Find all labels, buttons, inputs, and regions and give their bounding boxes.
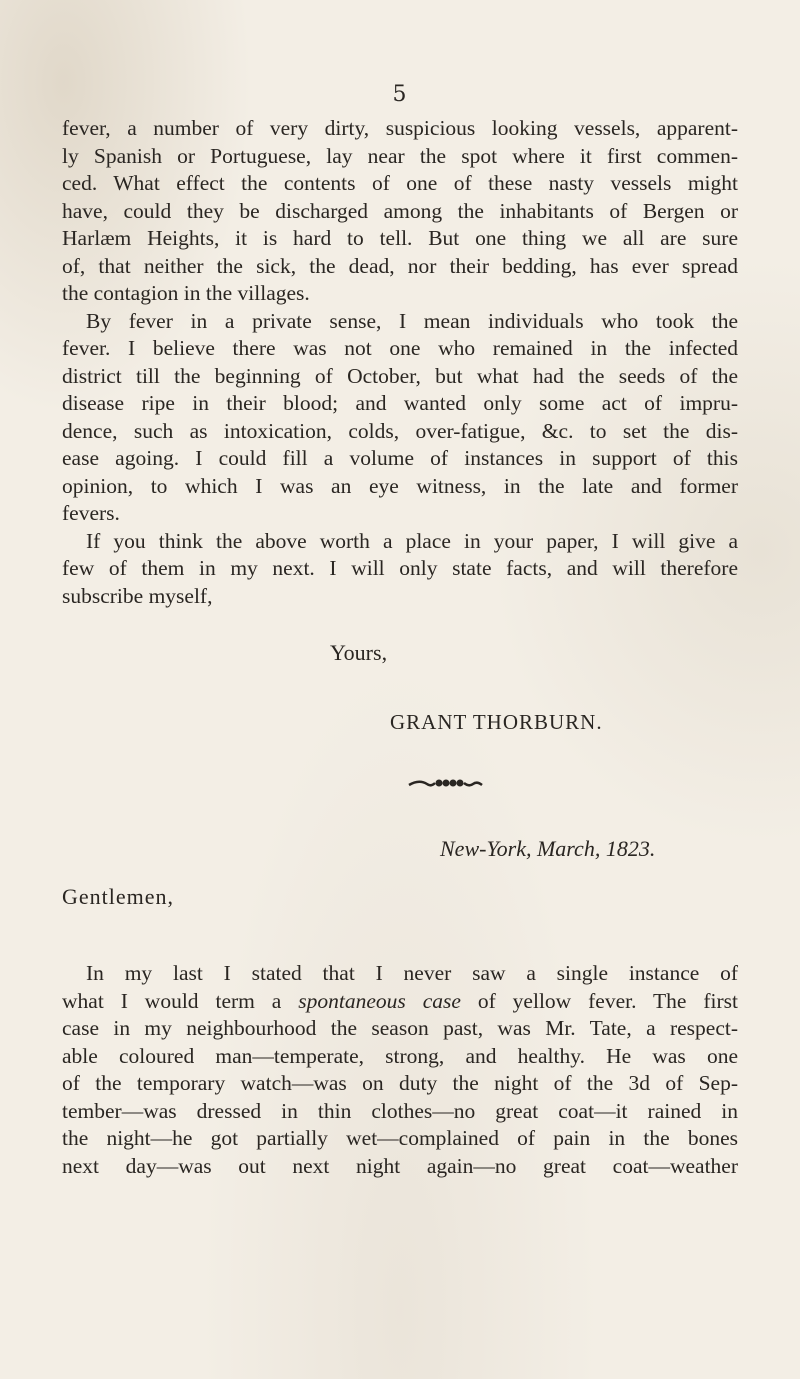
ornament-divider-icon [405,770,485,798]
text-line: Harlæm Heights, it is hard to tell. But one thing we all are sure [62,226,738,250]
text-segment: of yellow fever. The first [460,988,738,1013]
page-number: 5 [392,82,408,107]
text-line: subscribe myself, [62,583,213,608]
text-line: fever. I believe there was not one who remained in the infected [62,336,738,360]
text-line: have, could they be discharged among the inhabitants of Bergen or [62,198,738,223]
text-line: of the temporary watch—was on duty the night of the 3d of Sep- [62,1071,738,1095]
text-line: disease ripe in their blood; and wanted only some act of impru- [62,391,738,415]
paragraph-1 [62,115,738,308]
text-line: In my last I stated that I never saw a single instance of [86,961,738,985]
emphasis-text: spontaneous case [298,988,461,1013]
text-line: district till the beginning of October, but what had the seeds of the [62,363,738,388]
body-text-bottom [62,960,738,1180]
dateline: New-York, March, 1823. [440,836,656,861]
text-line: tember—was dressed in thin clothes—no great coat—it rained in [62,1098,738,1123]
text-line: ease agoing. I could fill a volume of instances in support of this [62,446,738,470]
text-line: able coloured man—temperate, strong, and healthy. He was one [62,1043,738,1068]
text-line: ly Spanish or Portuguese, lay near the spot where it first commen- [62,143,738,168]
text-line-emphasis [62,988,738,1016]
signature: GRANT THORBURN. [390,710,603,734]
text-line: By fever in a private sense, I mean individuals who took the [86,308,738,333]
text-line: the night—he got partially wet—complained of pain in the bones [62,1126,738,1150]
text-line: few of them in my next. I will only state facts, and will therefore [62,556,738,580]
text-line: next day—was out next night again—no great coat—weather [62,1153,738,1178]
text-line: case in my neighbourhood the season past, was Mr. Tate, a respect- [62,1016,738,1040]
text-line: If you think the above worth a place in your paper, I will give a [86,528,738,553]
paragraph-2 [62,308,738,528]
text-line: fever, a number of very dirty, suspicious looking vessels, apparent- [62,116,738,140]
closing: Yours, [330,640,388,665]
text-line: ced. What effect the contents of one of these nasty vessels might [62,171,738,195]
salutation: Gentlemen, [62,884,175,909]
body-text-top [62,115,738,610]
text-line: the contagion in the villages. [62,281,310,305]
paragraph-3 [62,528,738,611]
text-segment: what I would term a [62,988,299,1013]
text-line: fevers. [62,501,120,525]
text-line: opinion, to which I was an eye witness, in the late and former [62,473,738,498]
text-line: dence, such as intoxication, colds, over-fatigue, &c. to set the dis- [62,418,738,443]
text-line: of, that neither the sick, the dead, nor their bedding, has ever spread [62,253,738,278]
